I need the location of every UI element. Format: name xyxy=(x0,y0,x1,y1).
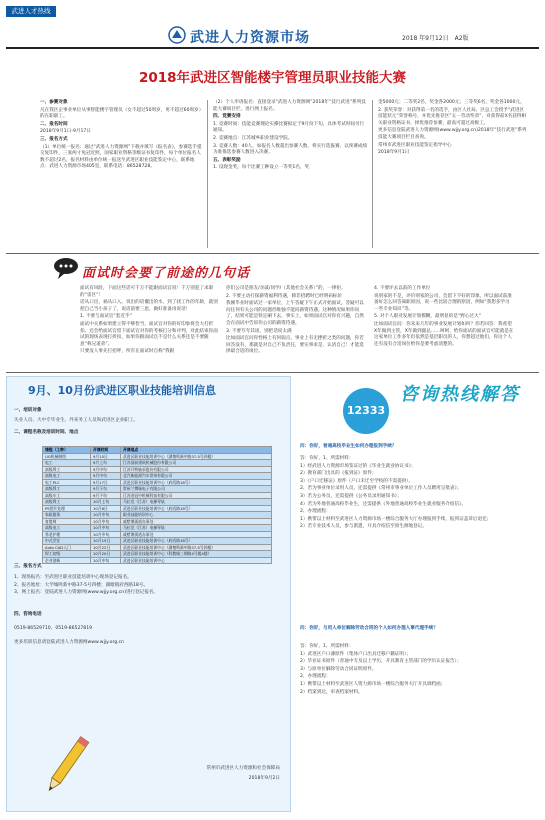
col-header: 开课时间 xyxy=(91,447,121,454)
contest-paragraph: （1）单位统一报名：通过“武进人力资源网”下载并填写《报名表》，参赛选手提交复印件，三张两寸免冠近照，国家职业资格等级证书复印件，每个单位报名人数不超过2名，报名材料由单位统一报送至武进区职业技能鉴定中心，联系地点：武进人力资源市场405室，联系电话：86528728。 xyxy=(40,144,202,170)
contest-paragraph: 金5000元；二等奖2名，奖金各2000元；三等奖6名，奖金各1000元。 xyxy=(378,100,525,105)
table-cell: 马拉克（江苏）电梯导轨 xyxy=(121,499,272,506)
col-header: 开课地点 xyxy=(121,447,272,454)
contest-paragraph: 更多信息登陆武进人力资源网(www.wjjy.org.cn)2018年“技行武进”系列技能大赛项目栏目查询。 xyxy=(378,128,527,140)
table-cell: 企业创新 xyxy=(43,557,91,564)
table-cell: 武进区职业技能培训中心（府西路18号） xyxy=(121,479,272,486)
table-cell: 10月上旬 xyxy=(91,499,121,506)
table-cell: 高级焊工 xyxy=(43,486,91,493)
answer-line: 3）若为公务员，还需提供《公务员录用通知书》； xyxy=(300,493,402,499)
interview-paragraph: 1. 不要与面试官“套近乎” xyxy=(80,314,132,320)
interview-col-1 xyxy=(80,286,218,357)
interview-paragraph: 比如面试官问：你未来几年的事业发展计划如何？你若回答：我希望X年做到主管，X年做到副总……呵呵，给你面试的面试官可能就是在这家单位工作多年但依然是基层职员的人，你想超过他们，你这个人还有没有合适岗位给你是要考虑清楚的。 xyxy=(374,321,514,347)
contest-col-1 xyxy=(40,100,202,172)
table-cell: 9月中旬 xyxy=(91,466,121,473)
table-cell: 戚墅堰街道办事处 xyxy=(121,531,272,538)
table-cell: 马拉克（江苏）电梯导轨 xyxy=(121,525,272,532)
table-cell: 10月中旬 xyxy=(91,557,121,564)
contest-title: 2018年武进区智能楼宇管理员职业技能大赛 xyxy=(138,70,407,86)
table-cell: 职业技能培训中心 xyxy=(121,512,272,519)
table-cell: 电工PLC xyxy=(43,479,91,486)
phone-numbers: 0519-86529710、0519-86527819 xyxy=(14,626,93,631)
table-cell: 9月下旬 xyxy=(91,492,121,499)
table-cell: 江苏金冠中机械科技有限公司 xyxy=(121,492,272,499)
newspaper-logo: 武进人才热线 xyxy=(6,6,56,17)
table-cell: 9月10日 xyxy=(91,453,121,460)
table-cell: 武进区职业技能培训中心（府西路18号） xyxy=(121,505,272,512)
interview-paragraph: 面试有风险，下面这些话可千万不能跟面试官说！千万别犯了求职的“雷区”！ xyxy=(80,286,214,298)
answer-line: 2）档案到达，审查档案材料。 xyxy=(300,689,363,695)
interview-paragraph: 面试中关系如果建立得不够恰当，面试官对你的好印象将会大打折扣。还会给面试官留下面试官对你的考核打分和评判，对此结束你面试的现场表现打折扣，如果你跟面试官不是什么关系还是不要随意“称兄道弟”。 xyxy=(80,321,218,347)
training-table xyxy=(42,446,272,564)
table-cell: 常州兰博瑞电子有限公司 xyxy=(121,486,272,493)
section-rule xyxy=(6,372,539,373)
table-cell: 10月20日 xyxy=(91,551,121,558)
training-s3-list xyxy=(14,575,284,598)
answer-line: 3）《户口迁移证》原件（户口未迁至学校的不需提供）。 xyxy=(300,478,414,484)
interview-paragraph: 2. 不要主动打探薪资福利待遇，除非招聘时已经明码标价 xyxy=(226,293,343,299)
interview-paragraph: 你们公司是朋友/亲戚/同学/（其他社会关系）”的，一律拒。 xyxy=(226,286,346,291)
answer-line: 2）若专业技术人员，参与派遣，开具介绍信至原生源地登记。 xyxy=(300,524,427,530)
question-1: 问：你好，普通高校毕业生如何办理报到手续？ xyxy=(300,444,397,449)
question-2: 问：你好，与用人单位解除劳动合同的个人如何办理人事代理手续？ xyxy=(300,626,438,631)
interview-paragraph: 4. 不要评去以前的工作单位 xyxy=(374,286,431,291)
contest-paragraph: 2018年9月1日 xyxy=(378,150,410,156)
training-s2-heading: 二、课程名称及培训时间、地点 xyxy=(14,430,79,435)
table-cell: 焊工初级 xyxy=(43,551,91,558)
contest-paragraph: 1. 竞赛时间：技能竞赛理论实操比赛拟定于9月份下旬，具体考试时间另行通知。 xyxy=(213,121,365,134)
contest-paragraph: 1. 设现金奖。每个比赛工种设立一等奖1名，奖 xyxy=(213,165,310,171)
table-cell: 武进区职业技能培训中心（府西路18号） xyxy=(121,538,272,545)
table-cell: 中式烹饪 xyxy=(43,538,91,545)
table-cell: 家政服务 xyxy=(43,512,91,519)
table-cell: 10月22日 xyxy=(91,544,121,551)
answer-line: 2）教育部门出具的《报到证》原件； xyxy=(300,471,377,477)
answer-line: 2、办理流程： xyxy=(300,509,331,515)
table-cell: 武进区职业技能培训中心（湖塘鸣新中路37-5号四楼） xyxy=(121,453,272,460)
divider xyxy=(207,100,208,248)
contest-col-2 xyxy=(213,100,368,173)
signup-item: 1、现场报名：至武进区职业技能培训中心现场登记报名。 xyxy=(14,575,132,580)
interview-paragraph: 我刚毕业时面试过一家单位，上午答疑下午正式开始面试，答疑可以问任何有关公司的问题但唯独不能问薪资待遇。这种情况如果你问了，结果可能是铁定刷下去，事实上，如果面试官对你有兴趣，自然会在面试中告诉你公司的薪资待遇。 xyxy=(226,301,364,326)
signup-item: 2、报名地址：大学城鸣新中路37-5号四楼；湖塘镇府西路18号。 xyxy=(14,582,149,588)
contest-paragraph: 凡在我区企事业单位从事智能楼宇管理员（女不超过50周岁，男不超过60周岁）的在职职工。 xyxy=(40,107,201,120)
training-s1-text: 失业人员、大中专毕业生、外来务工人员和武进区企业职工。 xyxy=(14,418,139,423)
table-cell: Auto CAD入门 xyxy=(43,544,91,551)
contest-paragraph: 常州市武进区职业技能鉴定指导中心 xyxy=(378,142,452,148)
contest-col-3 xyxy=(378,100,528,158)
table-cell: 高级电工 xyxy=(43,525,91,532)
interview-paragraph: 比如面试官问你性格上有何弱点，事业上有无挫折之类的问题，你若回答没有，那就是对自己不负责任，要实事求是，认清自己！才能选择最合适的岗位。 xyxy=(226,336,364,355)
table-cell: 9月中旬 xyxy=(91,473,121,480)
table-cell: 高级焊工 xyxy=(43,466,91,473)
table-cell: 10月中旬 xyxy=(91,512,121,519)
contest-paragraph: 2. 获奖荣誉：对获得第一名的选手，由区人社局、区总工会授予“武进区技能状元”荣誉称号，并优先推荐区“五一劳动奖章”，对获得前X名获得相关职业资格证书，择优推荐参赛，最高可超过高级工。 xyxy=(378,107,527,126)
table-cell: 9月17日 xyxy=(91,479,121,486)
training-signature: 常州市武进区人力资源和社会保障局 xyxy=(206,766,280,771)
table-cell: 电工 xyxy=(43,460,91,467)
answer-line: 4）若为外地普通高校毕业生，还需提供《外地普通高校毕业生就业服务介绍信》。 xyxy=(300,501,467,507)
training-sign-date: 2018年9月2日 xyxy=(248,776,280,781)
table-cell: 高级车工 xyxy=(43,492,91,499)
table-cell: 江苏开特轴承股份有限公司 xyxy=(121,466,272,473)
table-cell: 高级焊工 xyxy=(43,499,91,506)
contest-paragraph: 二、报名时间 xyxy=(40,121,68,127)
table-cell: 武进区职业技能培训中心 xyxy=(121,557,272,564)
training-title: 9月、10月份武进区职业技能培训信息 xyxy=(28,384,216,397)
hotline-badge: 12333 xyxy=(343,388,389,434)
table-cell: 戚墅堰街道办事处 xyxy=(121,518,272,525)
hotline-title: 咨询热线解答 xyxy=(400,384,520,405)
contest-paragraph: 2018年9月1日-9月17日 xyxy=(40,129,91,135)
answer-2 xyxy=(300,644,528,697)
answer-line: 答：你好，1、所需材料： xyxy=(300,456,354,461)
contest-paragraph: 一、参赛对象 xyxy=(40,100,68,105)
answer-line: 2、若为事业单位录用人员，还需提供《常州市事业单位工作人员聘用呈批表》； xyxy=(300,486,462,492)
interview-col-3 xyxy=(374,286,514,349)
interview-title: 面试时会要了前途的几句话 xyxy=(82,266,251,281)
contest-paragraph: 三、报名方式 xyxy=(40,136,68,142)
divider xyxy=(372,100,373,248)
edition-date: 2018 年9月12日 A2版 xyxy=(402,35,469,42)
training-more-link[interactable]: 更多培训信息请登陆武进人力资源网www.wjjy.org.cn xyxy=(14,640,125,645)
table-cell: 10月中旬 xyxy=(91,531,121,538)
table-cell: 育婴师 xyxy=(43,518,91,525)
table-cell: 江苏国前建筑机械股份有限公司 xyxy=(121,460,272,467)
contest-paragraph: 2. 竞赛地点：江苏城乡职业建设学院。 xyxy=(213,135,293,141)
table-cell: 高级电工 xyxy=(43,473,91,480)
table-cell: PS图片处理 xyxy=(43,505,91,512)
table-cell: 10月8日 xyxy=(91,505,121,512)
training-s4-heading: 四、咨询电话 xyxy=(14,612,42,617)
training-s1-heading: 一、培训对象 xyxy=(14,408,42,413)
contest-paragraph: 四、竞赛安排 xyxy=(213,114,241,120)
answer-1 xyxy=(300,456,528,532)
interview-col-2 xyxy=(226,286,366,357)
table-row xyxy=(43,557,272,564)
contest-paragraph: （2）个人申请报名：直接登录“武进人力资源网”2018年“技行武进”系列技能大赛项目栏，进行网上报名。 xyxy=(213,100,366,112)
table-cell: UG机械制图 xyxy=(43,453,91,460)
table-cell: 9月下旬 xyxy=(91,486,121,493)
interview-paragraph: 说别家的不是，评价别家的公司，会留下不好的印象。所以面试前准备好怎么回答离职原因，说一些比较合理的原因，例如“我想多学习一些专业知识”等。 xyxy=(374,293,512,312)
table-cell: 10月中旬 xyxy=(91,525,121,532)
answer-line: 1）经武进人力资源市场鉴证过的《毕业生就业协议书》； xyxy=(300,463,416,469)
signup-item: 3、网上报名：登陆武进人力资源网(www.wjjy.org.cn)进行登记报名。 xyxy=(14,590,159,596)
answer-line: 2、办理流程： xyxy=(300,674,331,680)
pencil-icon xyxy=(42,730,92,800)
answer-line: 3）与原单位解除劳动合同证明原件。 xyxy=(300,666,377,672)
answer-line: 答：你好，1、所需材料： xyxy=(300,644,354,649)
col-header: 课程（工种） xyxy=(43,447,91,454)
masthead-title: 武进人力资源市场 xyxy=(190,30,310,46)
table-cell: 9月上旬 xyxy=(91,460,121,467)
table-cell: 10月15日 xyxy=(91,538,121,545)
answer-line: 1）武进区户口薄原件（集体户口出具迁移户籍证明）； xyxy=(300,651,411,657)
table-cell: 武进区职业技能培训中心（湖塘鸣新中路37-5号四楼） xyxy=(121,544,272,551)
answer-line: 1）携带以上材料至武进区人力资源市场一楼综合服务大厅办理报到手续，报到证盖章后退还； xyxy=(300,516,492,522)
interview-paragraph: 3. 不要夸夸其谈，别把话说太满 xyxy=(226,328,292,334)
interview-paragraph: 只要没人事先打招呼，所有在面试时自称“我跟 xyxy=(80,349,175,355)
answer-line: 2）毕业证书原件（普通中专及以上学历，开具教育主管部门的学历认证报告）； xyxy=(300,659,462,665)
answer-line: 1）携带以上材料至武进区人资力源市场一楼综合服务大厅开具调档函； xyxy=(300,681,446,687)
table-cell: 10月中旬 xyxy=(91,518,121,525)
table-cell: 武进区职业技能培训中心（科教城三期路4号楼4楼） xyxy=(121,551,272,558)
table-cell: 养老护理 xyxy=(43,531,91,538)
interview-paragraph: 5. 对个人职业发展计划模糊，最明显的是“野心过大” xyxy=(374,314,482,320)
table-cell: 北汽新能源汽车常州有限公司 xyxy=(121,473,272,480)
contest-paragraph: 3. 竞赛人数：40人，如报名人数超出参赛人数，将实行选拔赛，以预赛成绩为准推选参赛人数进入决赛。 xyxy=(213,143,368,156)
section-rule xyxy=(6,253,539,254)
interview-paragraph: 话从口出，祸从口入，说出的话覆出的水，到了找工作的年龄，就别把自己当小孩子了，说话前要三思，做好准备再说话！ xyxy=(80,300,218,312)
training-s3-heading: 三、报名方式 xyxy=(14,564,42,569)
speech-bubble-icon xyxy=(52,256,80,280)
masthead-icon xyxy=(168,26,186,44)
header-rule xyxy=(6,47,539,49)
contest-paragraph: 五、表彰奖励 xyxy=(213,157,241,163)
